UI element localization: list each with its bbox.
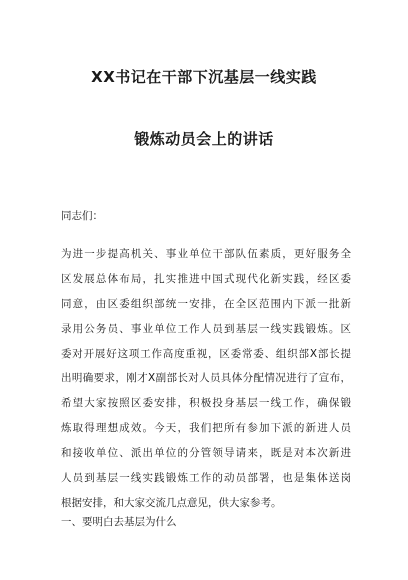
title-line-1: XX书记在干部下沉基层一线实践 — [91, 68, 317, 86]
paragraph-line: 委对开展好这项工作高度重视，区委常委、组织部X部长提 — [61, 347, 351, 360]
paragraph-line: 出明确要求，刚才X副部长对人员具体分配情况进行了宣布， — [61, 372, 351, 385]
body-paragraph — [61, 247, 351, 521]
paragraph-line: 和接收单位、派出单位的分管领导请来，既是对本次新进 — [61, 447, 351, 460]
salutation: 同志们： — [61, 210, 103, 222]
paragraph-line: 炼取得理想成效。今天，我们把所有参加下派的新进人员 — [61, 422, 351, 435]
title-line-2: 锻炼动员会上的讲话 — [134, 130, 274, 148]
paragraph-line: 区发展总体布局，扎实推进中国式现代化新实践，经区委 — [61, 272, 351, 285]
paragraph-line: 根据安排，和大家交流几点意见，供大家参考。 — [61, 496, 282, 509]
section-heading: 一、要明白去基层为什么 — [61, 516, 177, 528]
paragraph-line: 为进一步提高机关、事业单位干部队伍素质，更好服务全 — [61, 248, 351, 260]
paragraph-line: 录用公务员、事业单位工作人员到基层一线实践锻炼。区 — [61, 322, 351, 335]
paragraph-line: 同意，由区委组织部统一安排，在全区范围内下派一批新 — [61, 297, 351, 310]
paragraph-line: 希望大家按照区委安排，积极投身基层一线工作，确保锻 — [61, 397, 351, 410]
paragraph-line: 人员到基层一线实践锻炼工作的动员部署，也是集体送岗 — [61, 472, 351, 485]
